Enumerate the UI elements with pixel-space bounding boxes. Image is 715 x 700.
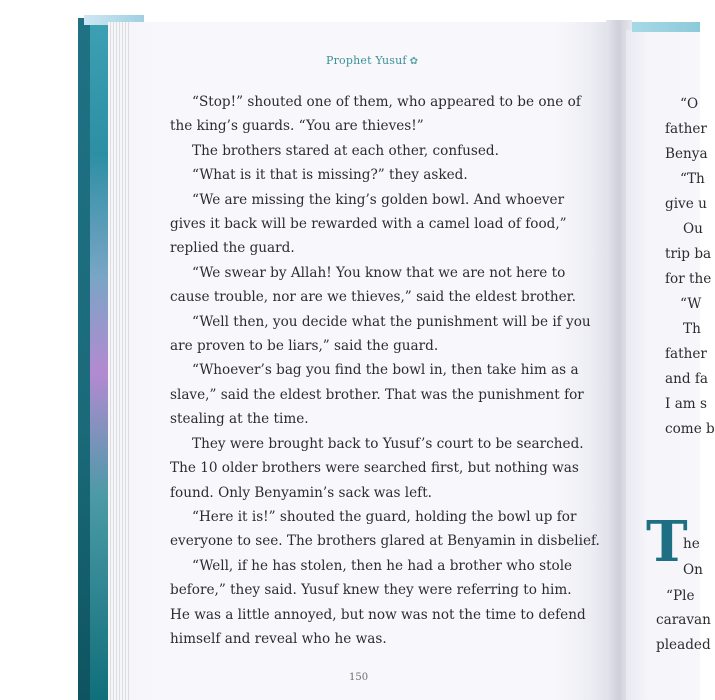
right-text-line: Ou bbox=[683, 221, 703, 237]
right-text-line: “W bbox=[680, 296, 702, 312]
text-line: replied the guard. bbox=[170, 240, 295, 257]
right-text-line: trip ba bbox=[665, 246, 712, 262]
right-text-line: “O bbox=[680, 96, 699, 112]
right-text-line: Th bbox=[683, 321, 701, 337]
drop-cap-letter: T bbox=[646, 509, 688, 575]
header-title: Prophet Yusuf bbox=[326, 54, 407, 67]
right-text-line: pleaded bbox=[656, 637, 711, 653]
right-text-line: “Th bbox=[680, 171, 705, 187]
running-header bbox=[326, 54, 418, 67]
right-text-line: he bbox=[683, 536, 700, 552]
text-line: gives it back will be rewarded with a camel load of food,” bbox=[170, 216, 567, 233]
left-page-body-text bbox=[170, 90, 600, 651]
text-line: They were brought back to Yusuf’s court to be searched. bbox=[192, 435, 584, 452]
text-line: stealing at the time. bbox=[170, 411, 309, 428]
right-text-line: father bbox=[665, 346, 707, 362]
right-text-line: “Ple bbox=[666, 588, 695, 604]
flower-ornament-icon: ✿ bbox=[409, 56, 419, 67]
right-text-line: On bbox=[683, 562, 703, 578]
text-line: are proven to be liars,” said the guard. bbox=[170, 338, 439, 355]
right-text-line: caravan bbox=[656, 612, 711, 628]
page-number: 150 bbox=[349, 672, 369, 683]
text-line: everyone to see. The brothers glared at Benyamin in disbelief. bbox=[170, 533, 600, 550]
right-text-line: give u bbox=[665, 196, 707, 212]
text-line: The brothers stared at each other, confused. bbox=[192, 142, 499, 159]
text-line: “Well, if he has stolen, then he had a brother who stole bbox=[192, 557, 573, 574]
text-line: He was a little annoyed, but now was not the time to defend bbox=[170, 606, 586, 623]
text-line: slave,” said the eldest brother. That was the punishment for bbox=[170, 386, 584, 403]
text-line: “Whoever’s bag you find the bowl in, then take him as a bbox=[192, 362, 579, 379]
right-text-line: and fa bbox=[665, 371, 709, 387]
text-line: “Well then, you decide what the punishment will be if you bbox=[192, 313, 591, 330]
text-line: “We swear by Allah! You know that we are not here to bbox=[192, 264, 566, 281]
text-line: “Stop!” shouted one of them, who appeared to be one of bbox=[192, 94, 581, 110]
text-line: “What is it that is missing?” they asked. bbox=[192, 167, 468, 184]
right-text-line: father bbox=[665, 121, 707, 137]
right-text-line: Benya bbox=[665, 146, 708, 162]
right-cover-top-edge bbox=[632, 22, 700, 32]
text-line: The 10 older brothers were searched first, but nothing was bbox=[170, 460, 579, 477]
book-spine bbox=[78, 18, 90, 700]
right-text-line: come b bbox=[665, 421, 715, 437]
right-text-line: for the bbox=[665, 271, 712, 287]
text-line: “We are missing the king’s golden bowl. And whoever bbox=[192, 191, 565, 208]
text-line: himself and reveal who he was. bbox=[170, 630, 387, 647]
text-line: the king’s guards. “You are thieves!” bbox=[170, 118, 424, 135]
text-line: cause trouble, nor are we thieves,” said the eldest brother. bbox=[170, 289, 576, 306]
right-text-line: I am s bbox=[665, 396, 707, 412]
text-line: found. Only Benyamin’s sack was left. bbox=[170, 484, 432, 501]
text-line: before,” they said. Yusuf knew they were referring to him. bbox=[170, 582, 572, 599]
text-line: “Here it is!” shouted the guard, holding the bowl up for bbox=[192, 508, 577, 525]
